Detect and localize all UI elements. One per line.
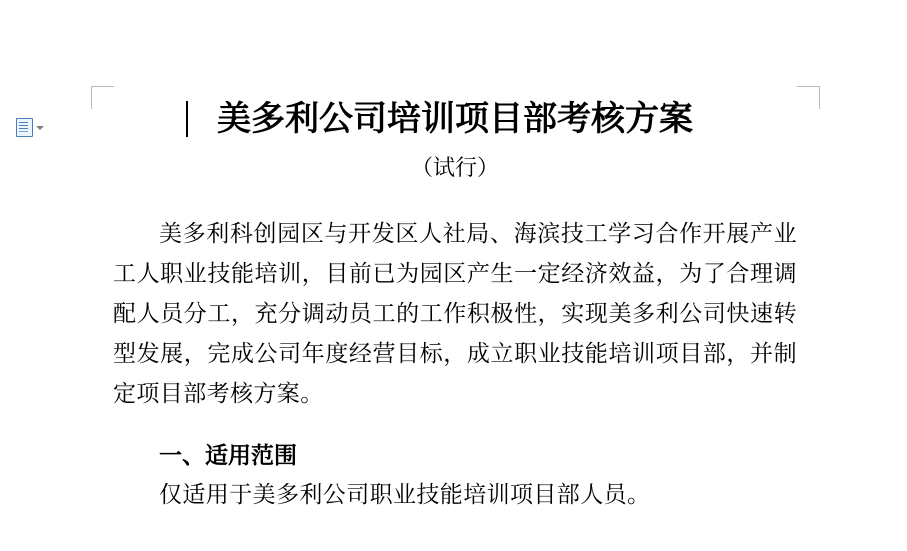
document-paragraph: 美多利科创园区与开发区人社局、海滨技工学习合作开展产业工人职业技能培训，目前已为园区产生一定经济效益，为了合理调配人员分工，充分调动员工的工作积极性，实现美多利公司快速转型发展，完成公司年度经营目标，成立职业技能培训项目部，并制定项目部考核方案。: [113, 221, 797, 407]
margin-mark-top-right: [797, 86, 820, 109]
document-subtitle: （试行）: [410, 156, 499, 181]
page-title: 美多利公司培训项目部考核方案: [113, 96, 797, 142]
paragraph-style-marker[interactable]: [16, 118, 44, 137]
document-style-icon[interactable]: [16, 118, 33, 137]
document-content[interactable]: [113, 96, 797, 538]
section-body: 仅适用于美多利公司职业技能培训项目部人员。: [159, 482, 651, 508]
chevron-down-icon[interactable]: [36, 126, 44, 130]
section-heading: 一、适用范围: [159, 443, 297, 469]
margin-mark-top-left: [91, 86, 114, 109]
